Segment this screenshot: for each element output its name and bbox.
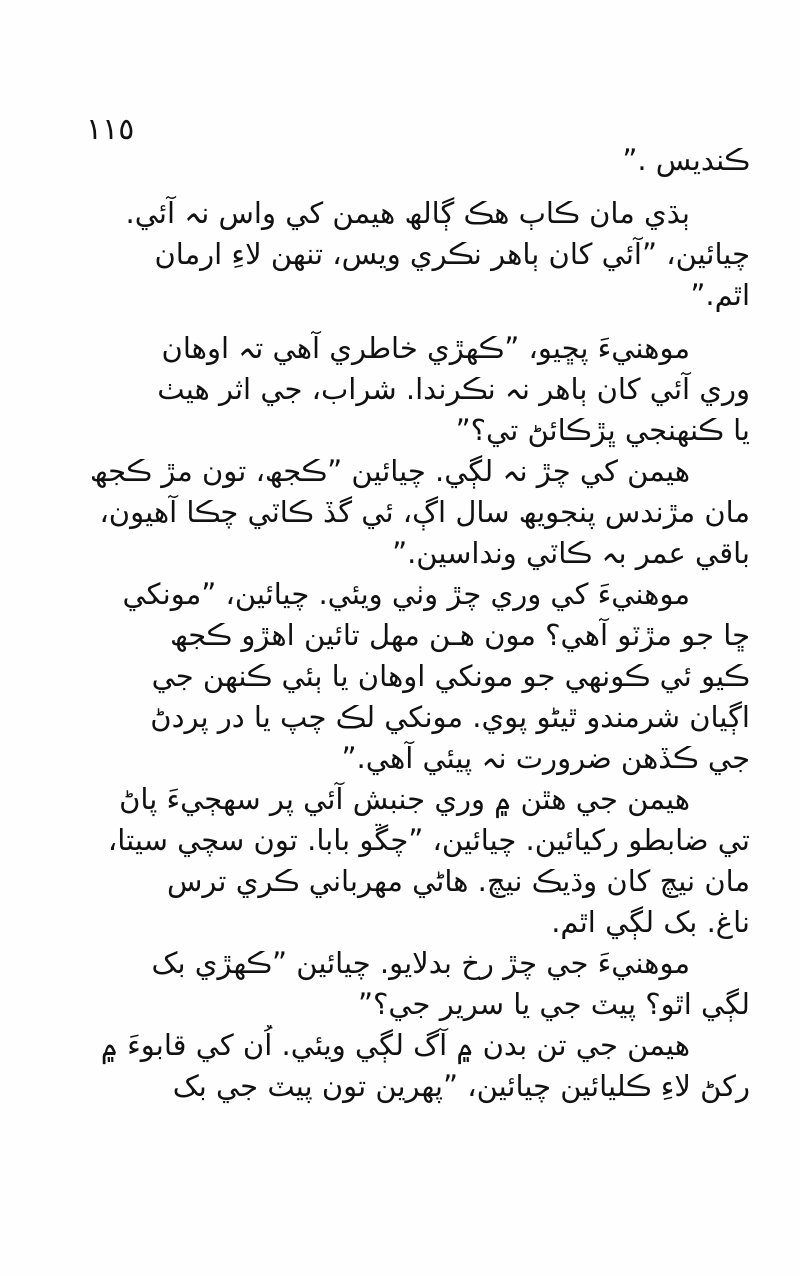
text-line: موهنيءَ پڇيو، ”ڪهڙي خاطري آهي تہ اوهان xyxy=(161,331,690,365)
text-line: هيمن کي چڙ نہ لڳي. چيائين ”ڪجھ، تون مڙ ڪجھ xyxy=(89,454,690,488)
text-line: لڳي اٿو؟ پيٽ جي يا سرير جي؟” xyxy=(357,987,750,1021)
text-line: هيمن جي هٿن ۾ وري جنبش آئي پر سهڄيءَ پاڻ xyxy=(119,782,690,816)
text-line: يا ڪنهنجي ڀڙڪائڻ تي؟” xyxy=(455,413,750,447)
text-line: جي ڪڏهن ضرورت نہ پيئي آهي.” xyxy=(341,741,750,775)
text-line: چيائين، ”آئي کان ٻاهر نڪري ويس، تنهن لاءِ ارمان xyxy=(154,237,750,271)
text-line: ڪنديس .” xyxy=(622,143,750,177)
text-line: تي ضابطو رکيائين. چيائين، ”چڱو بابا. تون سچي سيتا، xyxy=(107,823,750,857)
text-line: رکڻ لاءِ ڪليائين چيائين، ”پھرين تون پيٽ جي بک xyxy=(172,1069,750,1103)
paragraph-gap xyxy=(82,316,750,328)
text-line: مان مڙندس پنجويھ سال اڳ، ئي گڏ ڪاٽي چڪا آهيون، xyxy=(99,495,750,529)
text-line: اڳيان شرمندو ٿيڻو پوي. مونکي لڪ چپ يا در پردڻ xyxy=(150,700,750,734)
text-line: موهنيءَ کي وري چڙ وٺي ويئي. چيائين، ”مونکي xyxy=(122,577,690,611)
text-line: باقي عمر بہ ڪاٽي ونداسين.” xyxy=(392,536,750,570)
text-line: ناغ. بک لڳي اٿم. xyxy=(551,905,750,939)
text-line: اٿم.” xyxy=(690,278,750,312)
text-line: موهنيءَ جي چڙ رخ بدلايو. چيائين ”ڪهڙي بک xyxy=(151,946,690,980)
text-line: وري آئي کان ٻاهر نہ نڪرندا. شراب، جي اثر هيٺ xyxy=(157,372,750,406)
text-line: ڪيو ئي ڪونهي جو مونکي اوهان يا ٻئي ڪنهن جي xyxy=(151,659,750,693)
text-line: مان نيچ کان وڌيڪ نيچ. هاڻي مهرباني ڪري ترس xyxy=(167,864,750,898)
text-line: هيمن جي تن بدن ۾ آگ لڳي ويئي. اُن کي قابوءَ ۾ xyxy=(100,1028,690,1062)
page-number: ١١٥ xyxy=(86,112,135,147)
text-line: ٻڌي مان ڪاٻ هڪ ڳالھ هيمن کي واس نہ آئي. xyxy=(125,196,690,230)
text-line: ڇا جو مڙٽو آهي؟ مون هـن مهل تائين اهڙو ڪجھ xyxy=(169,618,750,652)
paragraph-gap xyxy=(82,181,750,193)
body-text xyxy=(82,140,750,1107)
